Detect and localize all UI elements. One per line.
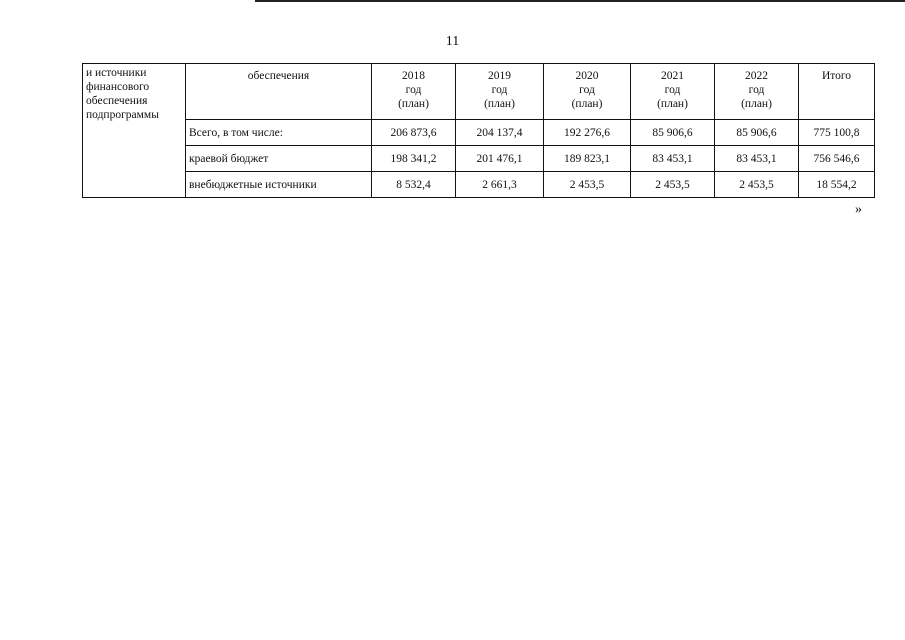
- section-heading-line: и источники: [86, 67, 147, 79]
- value-cell: 2 453,5: [544, 172, 631, 198]
- year-header-2022: [715, 64, 799, 120]
- section-heading-line: финансового: [86, 81, 150, 93]
- year-label: 2020: [575, 70, 599, 82]
- year-note: (план): [741, 98, 772, 110]
- total-cell: 756 546,6: [799, 146, 875, 172]
- section-heading-line: подпрограммы: [86, 109, 159, 121]
- year-note: (план): [398, 98, 429, 110]
- page-number: 11: [445, 34, 460, 49]
- value-cell: 2 661,3: [456, 172, 544, 198]
- value-cell: 189 823,1: [544, 146, 631, 172]
- source-heading: обеспечения: [186, 64, 372, 120]
- value-cell: 192 276,6: [544, 120, 631, 146]
- value-cell: 204 137,4: [456, 120, 544, 146]
- value-cell: 83 453,1: [715, 146, 799, 172]
- total-cell: 18 554,2: [799, 172, 875, 198]
- row-label: Всего, в том числе:: [186, 120, 372, 146]
- row-label: краевой бюджет: [186, 146, 372, 172]
- table-row: [83, 172, 875, 198]
- year-label: 2019: [488, 70, 511, 82]
- top-border-line: [255, 0, 905, 2]
- year-label: 2022: [745, 70, 768, 82]
- year-unit: год: [491, 84, 508, 96]
- value-cell: 8 532,4: [372, 172, 456, 198]
- year-header-2020: [544, 64, 631, 120]
- year-header-2021: [631, 64, 715, 120]
- value-cell: 85 906,6: [715, 120, 799, 146]
- year-note: (план): [657, 98, 688, 110]
- value-cell: 2 453,5: [715, 172, 799, 198]
- year-note: (план): [484, 98, 515, 110]
- year-label: 2021: [661, 70, 684, 82]
- financing-table: [82, 63, 875, 198]
- year-header-2019: [456, 64, 544, 120]
- header-row: [83, 64, 875, 120]
- total-heading: Итого: [799, 64, 875, 120]
- section-heading-cell: [83, 64, 186, 198]
- year-note: (план): [571, 98, 603, 110]
- value-cell: 201 476,1: [456, 146, 544, 172]
- value-cell: 83 453,1: [631, 146, 715, 172]
- year-unit: год: [405, 84, 422, 96]
- section-heading-line: обеспечения: [86, 95, 148, 107]
- value-cell: 85 906,6: [631, 120, 715, 146]
- total-cell: 775 100,8: [799, 120, 875, 146]
- closing-quote-mark: »: [855, 202, 862, 217]
- year-unit: год: [664, 84, 681, 96]
- row-label: внебюджетные источники: [186, 172, 372, 198]
- value-cell: 2 453,5: [631, 172, 715, 198]
- year-unit: год: [579, 84, 595, 96]
- year-label: 2018: [402, 70, 425, 82]
- value-cell: 206 873,6: [372, 120, 456, 146]
- year-header-2018: [372, 64, 456, 120]
- value-cell: 198 341,2: [372, 146, 456, 172]
- year-unit: год: [748, 84, 765, 96]
- table-row: [83, 146, 875, 172]
- table-row: [83, 120, 875, 146]
